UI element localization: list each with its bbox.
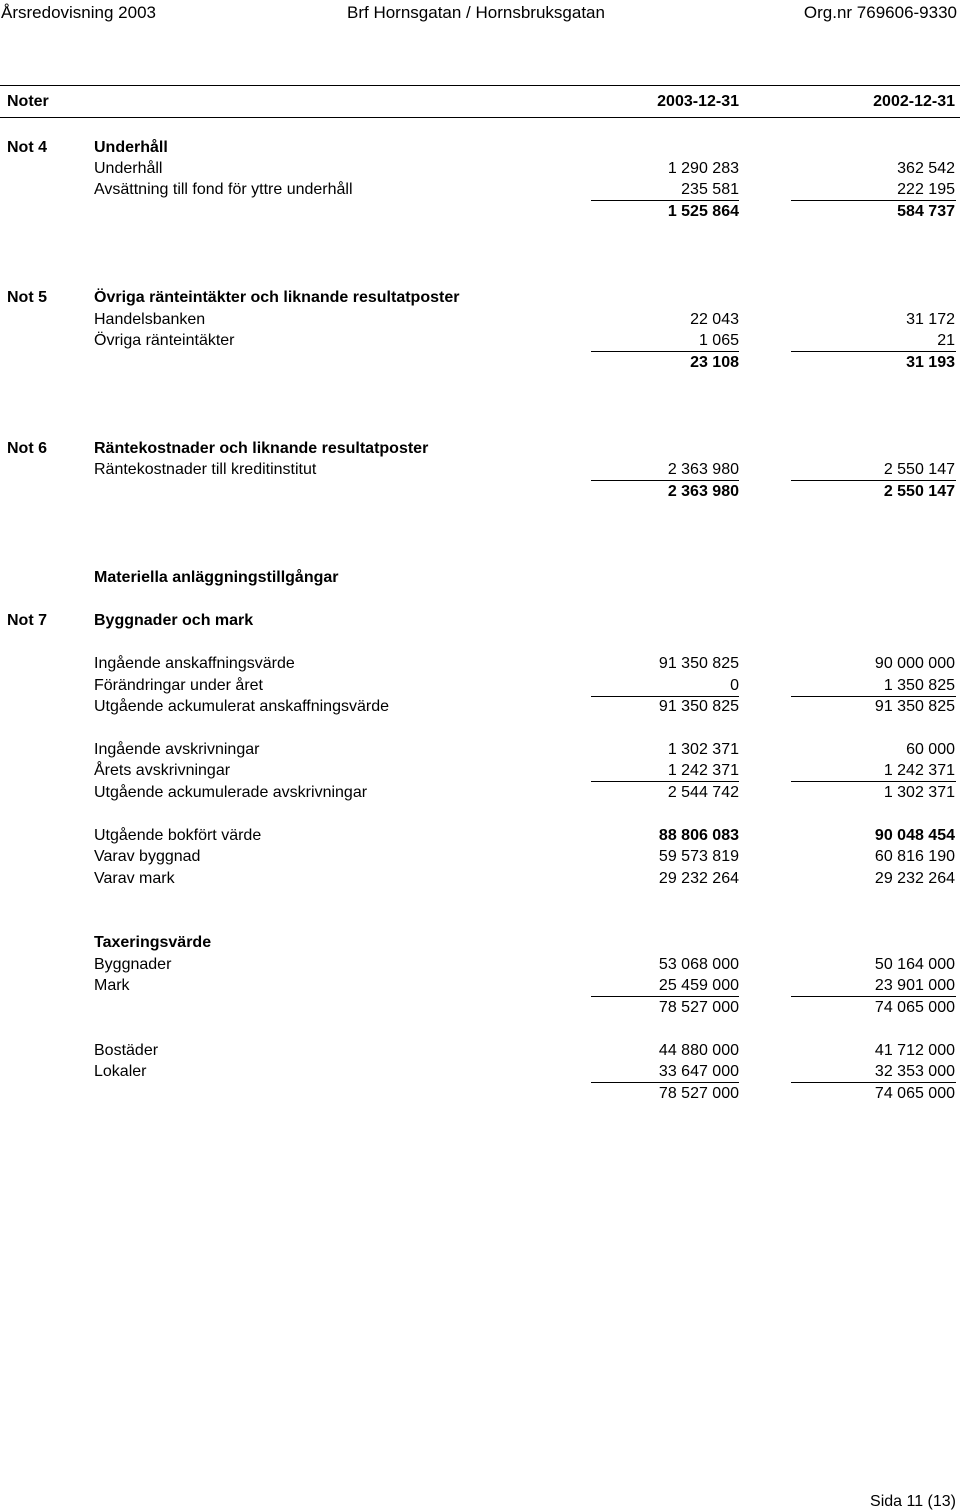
note-6-total-2003: 2 363 980	[667, 483, 739, 500]
note-6-row-label: Räntekostnader till kreditinstitut	[94, 461, 317, 478]
note-7-depreciation-rule-2003	[591, 781, 739, 782]
note-5-row-label: Handelsbanken	[94, 311, 206, 328]
note-5-row-label: Övriga ränteintäkter	[94, 332, 235, 349]
taxation-row-value-2002: 32 353 000	[874, 1063, 955, 1080]
taxation-row-value-2003: 44 880 000	[658, 1042, 739, 1059]
taxation-row-label: Mark	[94, 977, 130, 994]
taxation-row-label: Lokaler	[94, 1063, 147, 1080]
taxation-total-2002: 74 065 000	[874, 999, 955, 1016]
taxation-sum-rule-2002	[791, 996, 956, 997]
taxation-row-label: Byggnader	[94, 956, 172, 973]
note-7-row-label: Förändringar under året	[94, 677, 263, 694]
note-5-total-2002: 31 193	[906, 354, 955, 371]
note-7-depreciation-rule-2002	[791, 781, 956, 782]
note-5-row-value-2003: 1 065	[698, 332, 739, 349]
taxation-total-2002: 74 065 000	[874, 1085, 955, 1102]
note-6-sum-rule-2003	[591, 480, 739, 481]
note-7-row-value-2003: 91 350 825	[658, 698, 739, 715]
note-4-label: Not 4	[7, 139, 47, 156]
note-7-row-value-2002: 1 302 371	[883, 784, 955, 801]
note-4-title: Underhåll	[94, 139, 168, 156]
note-5-row-value-2003: 22 043	[690, 311, 739, 328]
note-7-book-value-2003: 88 806 083	[658, 827, 739, 844]
taxation-title: Taxeringsvärde	[94, 934, 212, 951]
taxation-row-label: Bostäder	[94, 1042, 159, 1059]
note-7-acquisition-rule-2002	[791, 696, 956, 697]
note-7-row-value-2002: 60 816 190	[874, 848, 955, 865]
note-4-row-label: Underhåll	[94, 160, 163, 177]
note-6-row-value-2003: 2 363 980	[667, 461, 739, 478]
note-4-row-value-2002: 362 542	[897, 160, 955, 177]
taxation-row-value-2002: 41 712 000	[874, 1042, 955, 1059]
note-7-row-value-2003: 2 544 742	[667, 784, 739, 801]
note-4-total-2002: 584 737	[897, 203, 955, 220]
taxation-sum-rule-2003	[591, 1082, 739, 1083]
note-7-book-value-2002: 90 048 454	[874, 827, 955, 844]
header-report-title: Årsredovisning 2003	[1, 3, 156, 22]
taxation-row-value-2003: 25 459 000	[658, 977, 739, 994]
note-5-row-value-2002: 21	[937, 332, 955, 349]
notes-title: Noter	[7, 93, 49, 110]
note-5-sum-rule-2003	[591, 351, 739, 352]
note-5-label: Not 5	[7, 289, 47, 306]
taxation-sum-rule-2003	[591, 996, 739, 997]
note-7-acquisition-rule-2003	[591, 696, 739, 697]
note-4-total-2003: 1 525 864	[667, 203, 739, 220]
note-5-row-value-2002: 31 172	[906, 311, 955, 328]
note-4-sum-rule-2002	[791, 200, 956, 201]
note-7-row-value-2002: 60 000	[906, 741, 955, 758]
note-7-row-value-2003: 0	[730, 677, 739, 694]
note-6-sum-rule-2002	[791, 480, 956, 481]
note-7-row-value-2002: 90 000 000	[874, 655, 955, 672]
taxation-row-value-2003: 53 068 000	[658, 956, 739, 973]
note-7-row-label: Utgående bokfört värde	[94, 827, 262, 844]
note-7-row-value-2002: 1 242 371	[883, 762, 955, 779]
note-4-sum-rule-2003	[591, 200, 739, 201]
taxation-total-2003: 78 527 000	[658, 1085, 739, 1102]
note-6-total-2002: 2 550 147	[883, 483, 955, 500]
header-org-number: Org.nr 769606-9330	[803, 3, 957, 22]
note-7-row-value-2003: 1 242 371	[667, 762, 739, 779]
header-association-name: Brf Hornsgatan / Hornsbruksgatan	[347, 3, 605, 22]
note-7-row-label: Varav mark	[94, 870, 175, 887]
note-6-title: Räntekostnader och liknande resultatposter	[94, 440, 429, 457]
note-7-row-label: Ingående anskaffningsvärde	[94, 655, 295, 672]
note-6-row-value-2002: 2 550 147	[883, 461, 955, 478]
taxation-row-value-2002: 23 901 000	[874, 977, 955, 994]
column-header-bottom-rule	[0, 117, 960, 118]
note-4-row-value-2003: 1 290 283	[667, 160, 739, 177]
note-4-row-value-2003: 235 581	[681, 181, 739, 198]
note-7-row-label: Ingående avskrivningar	[94, 741, 260, 758]
note-7-row-label: Varav byggnad	[94, 848, 201, 865]
note-7-row-value-2003: 59 573 819	[658, 848, 739, 865]
note-7-row-value-2003: 91 350 825	[658, 655, 739, 672]
taxation-sum-rule-2002	[791, 1082, 956, 1083]
note-4-row-label: Avsättning till fond för yttre underhåll	[94, 181, 353, 198]
taxation-row-value-2002: 50 164 000	[874, 956, 955, 973]
note-7-row-value-2002: 91 350 825	[874, 698, 955, 715]
note-4-row-value-2002: 222 195	[897, 181, 955, 198]
note-5-total-2003: 23 108	[690, 354, 739, 371]
note-5-title: Övriga ränteintäkter och liknande resultatposter	[94, 289, 460, 306]
note-7-row-value-2002: 29 232 264	[874, 870, 955, 887]
note-7-row-label: Årets avskrivningar	[94, 762, 231, 779]
note-7-row-label: Utgående ackumulerat anskaffningsvärde	[94, 698, 389, 715]
taxation-total-2003: 78 527 000	[658, 999, 739, 1016]
column-header-2003: 2003-12-31	[657, 93, 739, 110]
note-6-label: Not 6	[7, 440, 47, 457]
note-7-row-value-2002: 1 350 825	[883, 677, 955, 694]
note-7-row-value-2003: 29 232 264	[658, 870, 739, 887]
note-7-row-label: Utgående ackumulerade avskrivningar	[94, 784, 368, 801]
note-7-label: Not 7	[7, 612, 47, 629]
note-5-sum-rule-2002	[791, 351, 956, 352]
note-7-section-title: Materiella anläggningstillgångar	[94, 569, 339, 586]
column-header-2002: 2002-12-31	[873, 93, 955, 110]
note-7-subtitle: Byggnader och mark	[94, 612, 254, 629]
note-7-row-value-2003: 1 302 371	[667, 741, 739, 758]
taxation-row-value-2003: 33 647 000	[658, 1063, 739, 1080]
page-number: Sida 11 (13)	[870, 1493, 956, 1510]
column-header-top-rule	[0, 85, 960, 86]
